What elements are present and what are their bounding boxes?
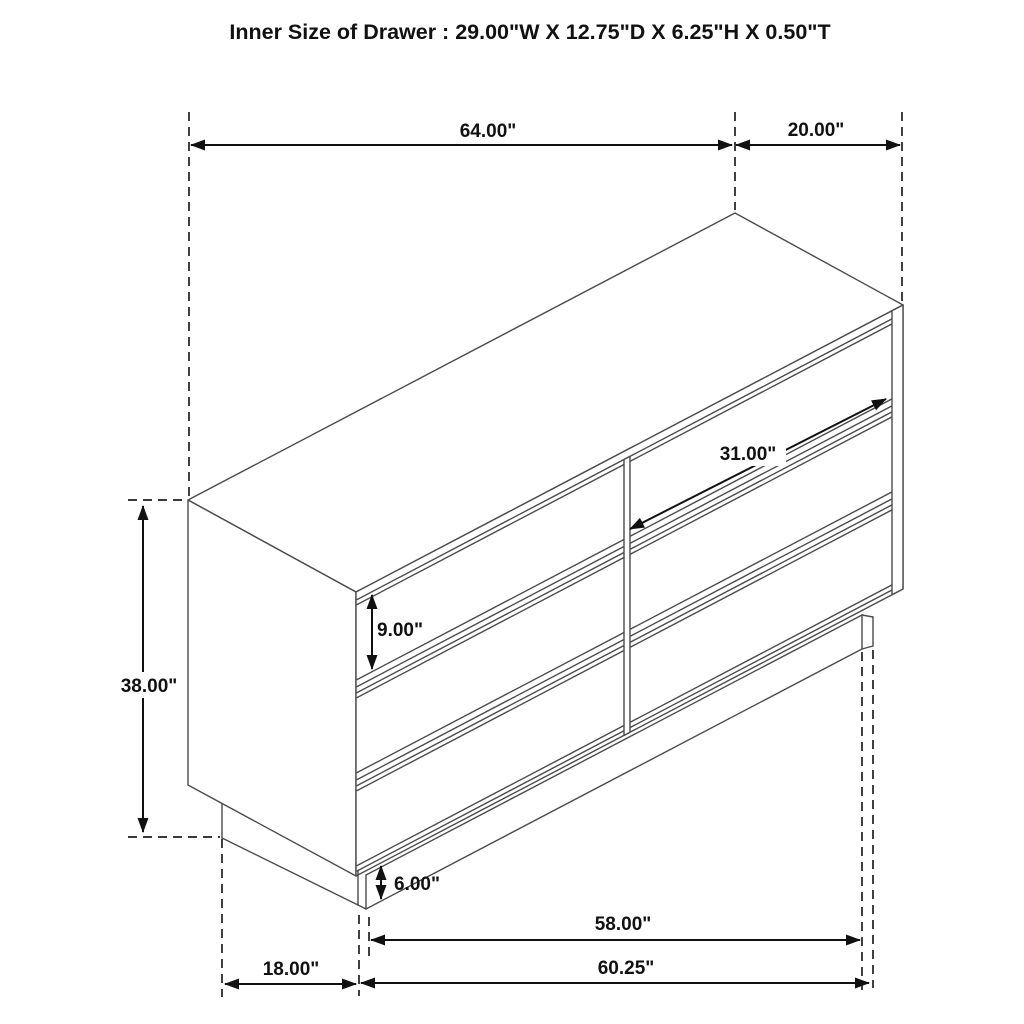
dim-label-overall-width: 64.00" — [459, 121, 517, 142]
dim-label-drawer-front-height: 9.00" — [377, 620, 423, 641]
drawer-center-divider — [624, 456, 630, 735]
page-title: Inner Size of Drawer : 29.00"W X 12.75"D X 6.25"H X 0.50"T — [229, 20, 831, 44]
dim-label-overall-depth: 20.00" — [787, 120, 845, 141]
dresser-body — [188, 213, 903, 909]
dresser-right-stile — [892, 305, 903, 595]
dim-label-lower-width: 60.25" — [597, 958, 655, 979]
dim-label-base-width: 58.00" — [594, 914, 652, 935]
dim-label-base-side-depth: 18.00" — [262, 959, 320, 980]
dim-label-overall-height: 38.00" — [120, 676, 178, 697]
dim-label-base-height: 6.00" — [394, 874, 440, 895]
dim-label-drawer-inner-width: 31.00" — [719, 444, 777, 465]
